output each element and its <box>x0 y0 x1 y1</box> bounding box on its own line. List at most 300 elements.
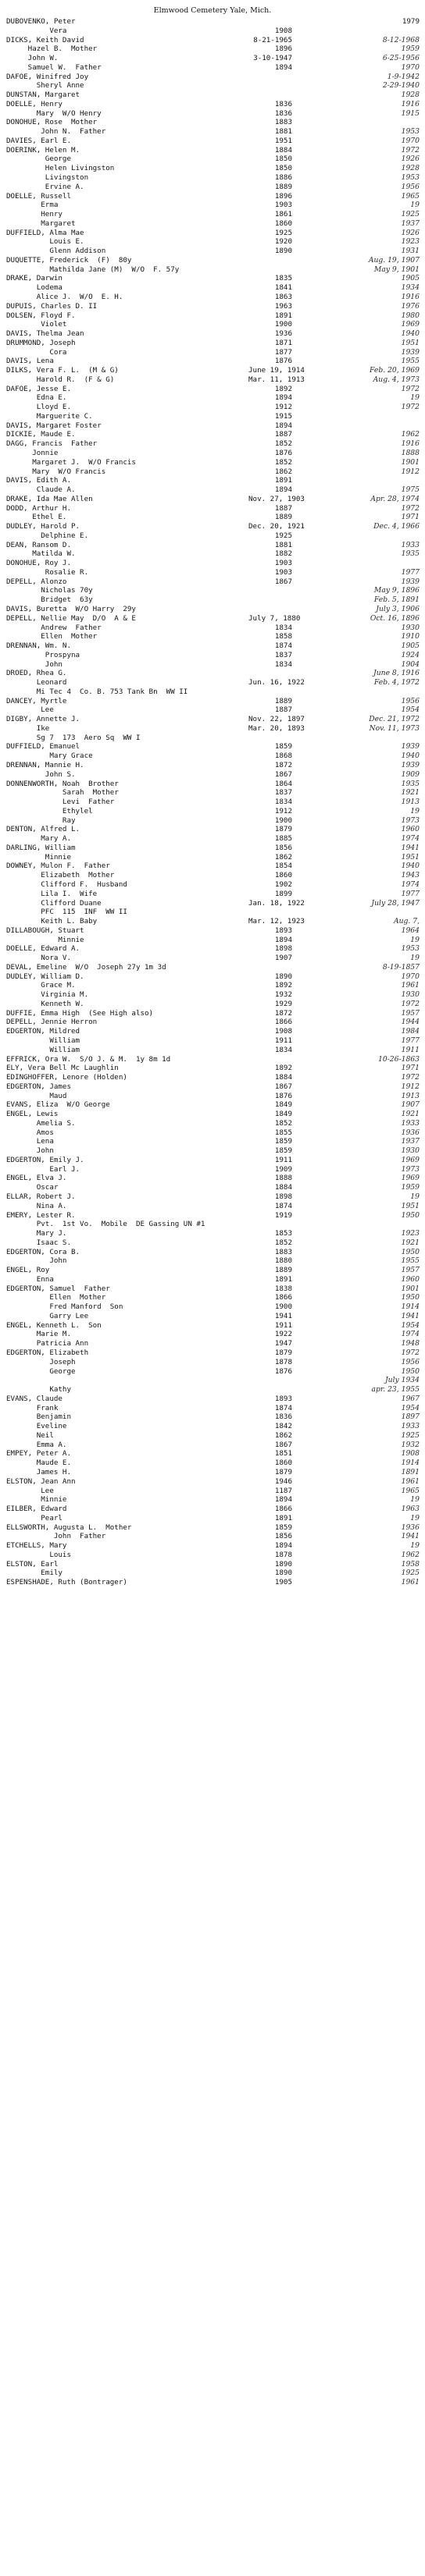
name: EDGERTON, Emily J. <box>6 1155 84 1164</box>
name: Ellen Mother <box>6 632 98 641</box>
name: DONOHUE, Roy J. <box>6 559 71 568</box>
name: DONNENWORTH, Noah Brother <box>6 779 119 788</box>
name: DUNSTAN, Margaret <box>6 91 80 100</box>
death-year: 1939 <box>401 742 420 751</box>
name: ETCHELLS, Mary <box>6 1541 67 1551</box>
death-year: 19 <box>410 1495 420 1505</box>
death-year: 1921 <box>401 1110 420 1119</box>
name: DOELLE, Edward A. <box>6 944 80 954</box>
name: DEAN, Ransom D. <box>6 540 71 549</box>
birth-year: 1860 <box>274 871 292 880</box>
name: Jonnie <box>6 448 59 457</box>
name: Louis <box>6 1550 71 1559</box>
death-year: Aug. 7, <box>393 917 420 926</box>
birth-year: 1834 <box>274 659 292 669</box>
name: DICKS, Keith David <box>6 35 84 44</box>
burial-row <box>0 302 425 311</box>
burial-row <box>0 118 425 127</box>
burial-row <box>0 439 425 449</box>
birth-year: 1836 <box>274 108 292 118</box>
death-year: 19 <box>410 393 420 403</box>
death-year: 1916 <box>401 439 420 449</box>
name: Cora <box>6 347 67 357</box>
death-year: 1953 <box>401 944 420 954</box>
name: Mi Tec 4 Co. B. 753 Tank Bn WW II <box>6 687 188 696</box>
death-year: 1907 <box>401 1100 420 1110</box>
name: Marguerite C. <box>6 411 93 421</box>
name: DAVIES, Earl E. <box>6 136 71 145</box>
death-year: 1934 <box>401 283 420 293</box>
name: Ethylel <box>6 806 93 815</box>
death-year: 1984 <box>401 1027 420 1036</box>
name: Rosalie R. <box>6 567 89 577</box>
death-year: 1928 <box>401 91 420 100</box>
burial-row <box>0 109 425 119</box>
burial-row <box>0 1064 425 1073</box>
birth-year: 1891 <box>274 1513 292 1523</box>
burial-row <box>0 705 425 715</box>
burial-row <box>0 788 425 798</box>
burial-row <box>0 715 425 724</box>
name: DOELLE, Henry <box>6 99 62 108</box>
burial-row <box>0 1009 425 1018</box>
birth-year: 1947 <box>274 1339 292 1348</box>
name: Sg 7 173 Aero Sq WW I <box>6 733 141 742</box>
burial-row <box>0 1128 425 1138</box>
name: Henry <box>6 210 62 219</box>
death-year: 1979 <box>402 17 420 26</box>
burial-row <box>0 862 425 871</box>
burial-row <box>0 595 425 605</box>
burial-row <box>0 91 425 100</box>
birth-year: 1909 <box>274 1164 292 1174</box>
birth-year: 1842 <box>274 1422 292 1431</box>
birth-year: 1856 <box>274 843 292 852</box>
name: DANCEY, Myrtle <box>6 696 67 705</box>
burial-row <box>0 237 425 247</box>
birth-year: 1894 <box>274 485 292 495</box>
name: Benjamin <box>6 1412 71 1422</box>
death-year: 6-25-1956 <box>382 54 420 63</box>
death-year: 19 <box>410 201 420 210</box>
name: Clifford F. Husband <box>6 879 127 889</box>
birth-year: 1856 <box>274 1532 292 1541</box>
birth-year: 1834 <box>274 1045 292 1054</box>
name: Lee <box>6 1486 54 1495</box>
birth-year: 1908 <box>274 1027 292 1036</box>
death-year: 1972 <box>401 1073 420 1082</box>
name: Alice J. W/O E. H. <box>6 292 123 301</box>
name: DAVIS, Margaret Foster <box>6 421 102 430</box>
burial-row <box>0 981 425 990</box>
death-year: 1954 <box>401 1403 420 1412</box>
death-year: 1926 <box>401 228 420 237</box>
burial-row <box>0 1046 425 1055</box>
name: DRUMMOND, Joseph <box>6 338 76 347</box>
name: Keith L. Baby <box>6 917 98 926</box>
burial-row <box>0 1248 425 1257</box>
burial-row <box>0 605 425 614</box>
name: DENTON, Alfred L. <box>6 825 80 834</box>
name: Hazel B. Mother <box>6 44 98 54</box>
name: Lloyd E. <box>6 403 71 412</box>
death-year: 1970 <box>401 136 420 145</box>
birth-year: Nov. 22, 1897 <box>248 715 305 724</box>
name: EILBER, Edward <box>6 1505 67 1514</box>
burial-row <box>0 44 425 54</box>
burial-row <box>0 1110 425 1119</box>
birth-year: Mar. 20, 1893 <box>248 723 305 733</box>
burial-row <box>0 926 425 936</box>
birth-year: 1891 <box>274 1274 292 1284</box>
death-year: 2-29-1940 <box>382 81 420 91</box>
name: DOERINK, Helen M. <box>6 145 80 155</box>
burial-row <box>0 641 425 651</box>
death-year: 19 <box>410 1513 420 1523</box>
burial-row <box>0 549 425 559</box>
birth-year: 1880 <box>274 1256 292 1266</box>
name: Elizabeth Mother <box>6 871 115 880</box>
birth-year: 1837 <box>274 650 292 659</box>
name: DAGG, Francis Father <box>6 439 98 449</box>
name: EDGERTON, Cora B. <box>6 1247 80 1256</box>
name: Prospyna <box>6 650 80 659</box>
death-year: 1974 <box>401 879 420 889</box>
death-year: Feb. 4, 1972 <box>373 678 420 688</box>
birth-year: 1859 <box>274 1137 292 1146</box>
birth-year: 1867 <box>274 769 292 779</box>
name: ELLSWORTH, Augusta L. Mother <box>6 1523 132 1532</box>
burial-row <box>0 201 425 210</box>
death-year: 1911 <box>401 1045 420 1054</box>
burial-row <box>0 770 425 780</box>
burial-row <box>0 1211 425 1220</box>
name: DAVIS, Buretta W/O Harry 29y <box>6 605 136 613</box>
birth-year: 1891 <box>274 476 292 485</box>
death-year: 1959 <box>401 1183 420 1192</box>
name: Isaac S. <box>6 1238 71 1247</box>
death-year: 1974 <box>401 834 420 844</box>
birth-year: 1872 <box>274 761 292 770</box>
burial-row <box>0 183 425 192</box>
name: DICKIE, Maude E. <box>6 430 76 439</box>
name: Louis E. <box>6 237 84 247</box>
birth-year: 1951 <box>274 136 292 145</box>
birth-year: 1936 <box>274 329 292 339</box>
birth-year: 1862 <box>274 467 292 476</box>
burial-row <box>0 1385 425 1395</box>
name: DUBOVENKO, Peter <box>6 17 76 26</box>
burial-row <box>0 844 425 853</box>
burial-row <box>0 669 425 678</box>
name: EMPEY, Peter A. <box>6 1449 71 1459</box>
burial-row <box>0 348 425 357</box>
burial-row <box>0 1541 425 1551</box>
name: John <box>6 1256 67 1266</box>
burial-row <box>0 1192 425 1202</box>
burial-row <box>0 1422 425 1431</box>
birth-year: Nov. 27, 1903 <box>248 494 305 503</box>
burial-row <box>0 1551 425 1560</box>
death-year: 1915 <box>401 108 420 118</box>
burial-row <box>0 1523 425 1533</box>
death-year: 1891 <box>401 1467 420 1476</box>
burial-row <box>0 1514 425 1523</box>
name: DONOHUE, Rose Mother <box>6 118 98 127</box>
birth-year: 1894 <box>274 421 292 430</box>
death-year: 1897 <box>401 1412 420 1422</box>
name: ENGEL, Lewis <box>6 1110 59 1119</box>
name: DAVIS, Thelma Jean <box>6 329 84 339</box>
death-year: 1923 <box>401 237 420 247</box>
name: DOELLE, Russell <box>6 191 71 201</box>
name: Leonard <box>6 678 67 688</box>
death-year: Oct. 16, 1896 <box>370 613 420 623</box>
burial-row <box>0 688 425 697</box>
name: Ray <box>6 815 76 825</box>
birth-year: 1892 <box>274 1064 292 1073</box>
birth-year: 1911 <box>274 1036 292 1045</box>
death-year: 1959 <box>401 44 420 54</box>
name: Kathy <box>6 1385 71 1395</box>
name: Marie M. <box>6 1330 71 1339</box>
birth-year: 1946 <box>274 1476 292 1486</box>
burial-row <box>0 27 425 36</box>
burial-row <box>0 531 425 541</box>
burial-row <box>0 1412 425 1422</box>
burial-row <box>0 430 425 439</box>
death-year: July 28, 1947 <box>371 898 420 908</box>
burial-row <box>0 1137 425 1146</box>
death-year: 1904 <box>401 659 420 669</box>
birth-year: 1838 <box>274 1284 292 1293</box>
birth-year: 1849 <box>274 1100 292 1110</box>
death-year: 1914 <box>401 1302 420 1312</box>
burial-row <box>0 311 425 321</box>
name: DILLABOUGH, Stuart <box>6 926 84 935</box>
burial-row <box>0 825 425 834</box>
death-year: 1962 <box>401 430 420 439</box>
name: DUFFIE, Emma High (See High also) <box>6 1008 154 1018</box>
burial-row <box>0 1266 425 1275</box>
birth-year: 1866 <box>274 1505 292 1514</box>
birth-year: 1867 <box>274 1440 292 1449</box>
birth-year: 1886 <box>274 173 292 183</box>
death-year: 1912 <box>401 1082 420 1091</box>
name: DRENNAN, Wm. N. <box>6 641 71 651</box>
birth-year: 1907 <box>274 954 292 963</box>
name: DUDLEY, William D. <box>6 972 84 981</box>
birth-year: 1893 <box>274 926 292 935</box>
birth-year: 1876 <box>274 1091 292 1100</box>
name: Emma A. <box>6 1440 67 1449</box>
name: Mary W/O Francis <box>6 467 106 476</box>
death-year: May 9, 1901 <box>373 265 420 274</box>
birth-year: 1925 <box>274 531 292 540</box>
name: Margaret J. W/O Francis <box>6 457 136 467</box>
death-year: 1940 <box>401 329 420 339</box>
death-year: 1914 <box>401 1459 420 1468</box>
burial-row <box>0 1018 425 1027</box>
burial-row <box>0 100 425 109</box>
burial-row <box>0 559 425 568</box>
death-year: 1967 <box>401 1394 420 1403</box>
birth-year: 1912 <box>274 403 292 412</box>
name: ENGEL, Roy <box>6 1266 50 1275</box>
birth-year: Jan. 18, 1922 <box>248 898 305 908</box>
burial-row <box>0 1339 425 1348</box>
burial-row <box>0 63 425 73</box>
name: DARLING, William <box>6 843 76 852</box>
birth-year: 1874 <box>274 1403 292 1412</box>
birth-year: 1884 <box>274 145 292 155</box>
birth-year: 1879 <box>274 1348 292 1358</box>
burial-row <box>0 1487 425 1496</box>
death-year: Dec. 21, 1972 <box>369 715 420 724</box>
death-year: Aug. 4, 1973 <box>373 375 420 384</box>
birth-year: 1860 <box>274 219 292 228</box>
birth-year: 1854 <box>274 862 292 871</box>
name: DUPUIS, Charles D. II <box>6 301 98 311</box>
birth-year: 1903 <box>274 567 292 577</box>
burial-row <box>0 972 425 982</box>
death-year: 1916 <box>401 99 420 108</box>
birth-year: 1911 <box>274 1320 292 1330</box>
burial-row <box>0 944 425 954</box>
birth-year: 1876 <box>274 357 292 366</box>
birth-year: 1900 <box>274 815 292 825</box>
death-year: Dec. 4, 1966 <box>373 522 420 531</box>
burial-row <box>0 880 425 890</box>
birth-year: 1894 <box>274 393 292 403</box>
birth-year: 1905 <box>274 1578 292 1587</box>
death-year: 1955 <box>401 1256 420 1266</box>
birth-year: 1894 <box>274 62 292 72</box>
burial-row <box>0 421 425 431</box>
birth-year: 1834 <box>274 623 292 632</box>
burial-row <box>0 1404 425 1413</box>
birth-year: 1884 <box>274 1073 292 1082</box>
death-year: 1956 <box>401 696 420 705</box>
death-year: 1956 <box>401 1357 420 1366</box>
death-year: 19 <box>410 1541 420 1551</box>
birth-year: 1894 <box>274 935 292 944</box>
name: Eveline <box>6 1422 67 1431</box>
death-year: apr. 23, 1955 <box>371 1385 420 1395</box>
burial-row <box>0 1477 425 1487</box>
birth-year: 1898 <box>274 1192 292 1201</box>
death-year: 1936 <box>401 1128 420 1137</box>
death-year: 1977 <box>401 889 420 898</box>
birth-year: 1963 <box>274 301 292 311</box>
death-year: 1964 <box>401 926 420 935</box>
death-year: 1923 <box>401 1229 420 1238</box>
name: EVANS, Eliza W/O George <box>6 1100 110 1110</box>
birth-year: 1859 <box>274 1146 292 1156</box>
name: Clifford Duane <box>6 898 102 908</box>
death-year: 1-9-1942 <box>387 72 420 81</box>
death-year: 1961 <box>401 1578 420 1587</box>
death-year: 1916 <box>401 292 420 301</box>
name: Nora V. <box>6 954 71 963</box>
burial-row <box>0 632 425 641</box>
death-year: 10-26-1863 <box>378 1054 420 1064</box>
death-year: 1909 <box>401 769 420 779</box>
name: Lodema <box>6 283 62 293</box>
name: Violet <box>6 320 67 329</box>
burial-row <box>0 1055 425 1064</box>
birth-year: 1925 <box>274 228 292 237</box>
burial-row <box>0 146 425 155</box>
name: DUQUETTE, Frederick (F) 80y <box>6 255 132 265</box>
birth-year: 1868 <box>274 751 292 761</box>
birth-year: 1852 <box>274 439 292 449</box>
birth-year: 1836 <box>274 1412 292 1422</box>
burial-row <box>0 899 425 908</box>
burial-row <box>0 1367 425 1377</box>
name: Fred Manford Son <box>6 1302 123 1312</box>
burial-row <box>0 1449 425 1459</box>
burial-row <box>0 329 425 339</box>
name: EDGERTON, Samuel Father <box>6 1284 110 1293</box>
birth-year: 1890 <box>274 247 292 256</box>
death-year: 1961 <box>401 1476 420 1486</box>
burial-row <box>0 1119 425 1128</box>
birth-year: 1929 <box>274 999 292 1008</box>
birth-year: 3-10-1947 <box>253 54 292 63</box>
birth-year: 1877 <box>274 347 292 357</box>
name: DAFOE, Jesse E. <box>6 384 71 393</box>
birth-year: 1903 <box>274 559 292 568</box>
name: Earl J. <box>6 1164 80 1174</box>
death-year: 1974 <box>401 1330 420 1339</box>
death-year: 1931 <box>401 247 420 256</box>
burial-row <box>0 1092 425 1101</box>
name: DRAKE, Ida Mae Allen <box>6 494 93 503</box>
birth-year: 1878 <box>274 1357 292 1366</box>
birth-year: 1883 <box>274 1247 292 1256</box>
birth-year: 1912 <box>274 806 292 815</box>
burial-row <box>0 917 425 926</box>
birth-year: 1896 <box>274 44 292 54</box>
name: Bridget 63y <box>6 595 93 605</box>
name: Oscar <box>6 1183 59 1192</box>
birth-year: June 19, 1914 <box>248 366 305 375</box>
burial-row <box>0 495 425 504</box>
burial-row <box>0 81 425 91</box>
name: EFFRICK, Ora W. S/O J. & M. 1y 8m 1d <box>6 1054 171 1064</box>
death-year: 1965 <box>401 191 420 201</box>
birth-year: 1941 <box>274 1311 292 1320</box>
name: EDINGHOFFER, Lenore (Holden) <box>6 1073 127 1082</box>
name: DRENNAN, Mannie H. <box>6 761 84 770</box>
birth-year: 1858 <box>274 632 292 641</box>
name: Margaret <box>6 219 76 228</box>
name: Mary Grace <box>6 751 93 761</box>
name: DILKS, Vera F. L. (M & G) <box>6 366 119 375</box>
burial-row <box>0 954 425 963</box>
name: James H. <box>6 1467 71 1476</box>
name: George <box>6 155 71 164</box>
birth-year: 1887 <box>274 705 292 715</box>
birth-year: 1915 <box>274 411 292 421</box>
death-year: 1971 <box>401 513 420 522</box>
death-year: 1941 <box>401 1311 420 1320</box>
death-year: 1913 <box>401 798 420 807</box>
birth-year: 1859 <box>274 1523 292 1532</box>
death-year: 19 <box>410 935 420 944</box>
death-year: 1973 <box>401 1164 420 1174</box>
